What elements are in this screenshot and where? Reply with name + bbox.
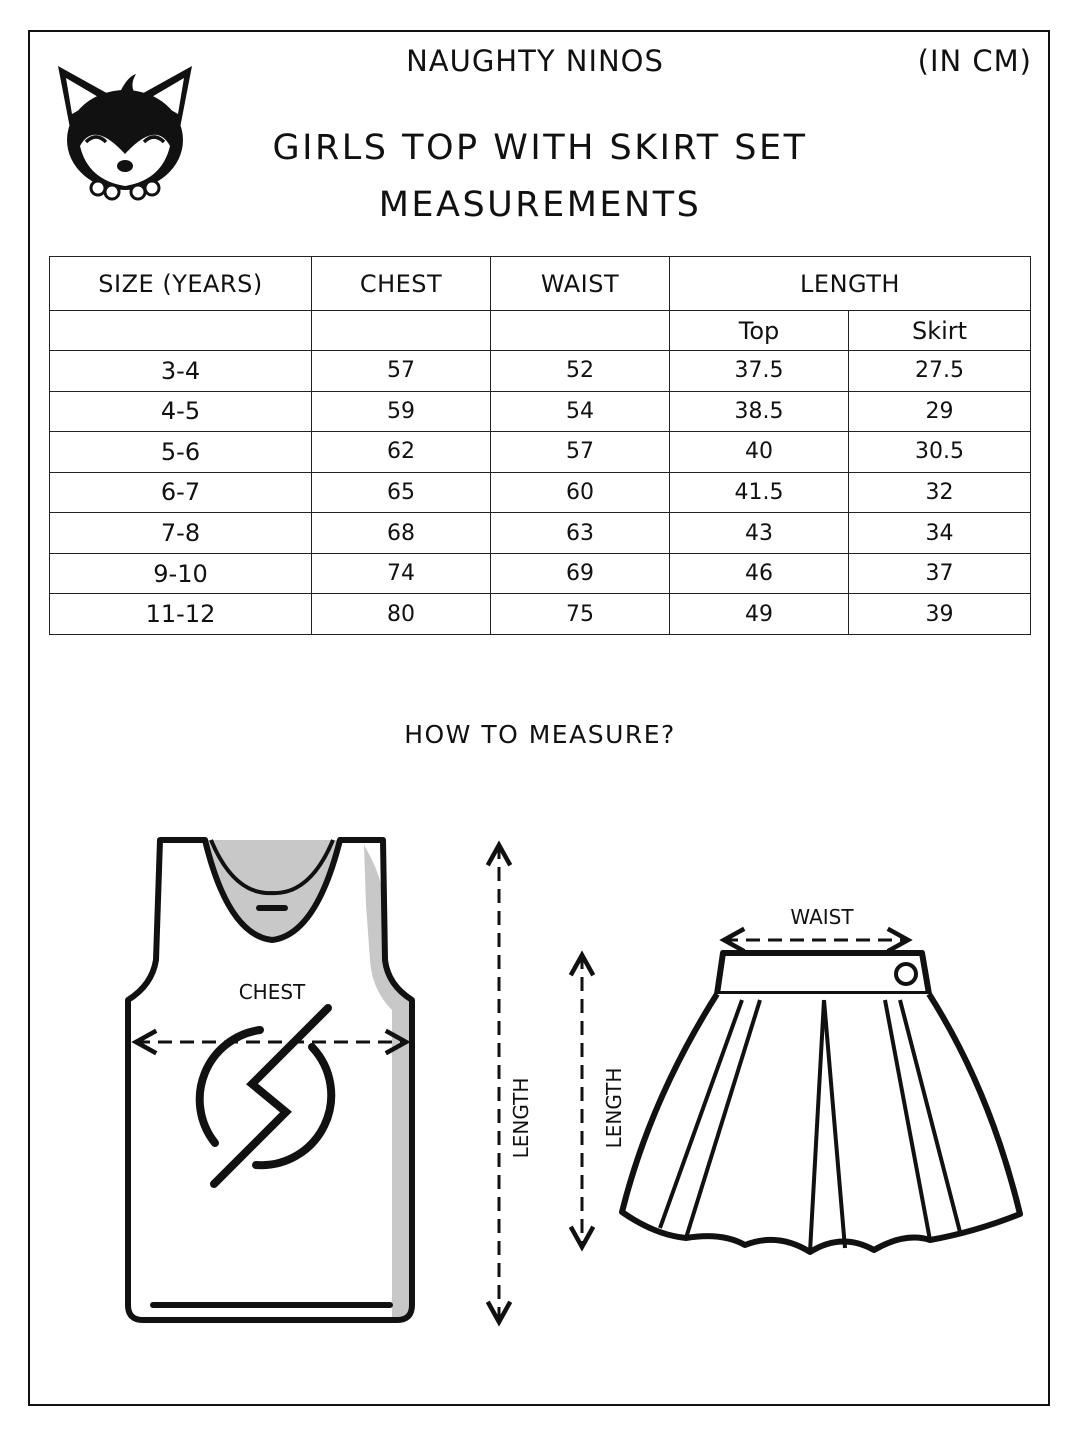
cell-waist: 60 [491,472,670,513]
how-to-measure-heading: HOW TO MEASURE? [404,720,676,749]
cell-size: 11-12 [50,594,312,635]
cell-size: 6-7 [50,472,312,513]
cell-top-length: 38.5 [670,391,849,432]
header-length: LENGTH [670,257,1031,311]
cell-size: 4-5 [50,391,312,432]
cell-size: 7-8 [50,513,312,554]
cell-top-length: 40 [670,432,849,473]
cell-top-length: 43 [670,513,849,554]
cell-top-length: 49 [670,594,849,635]
cell-chest: 74 [312,553,491,594]
cell-waist: 69 [491,553,670,594]
tank-top-illustration [128,840,412,1320]
cell-chest: 59 [312,391,491,432]
skirt-length-label: LENGTH [602,1067,626,1149]
header-chest: CHEST [312,257,491,311]
unit-label: (IN CM) [917,44,1032,78]
page-title: GIRLS TOP WITH SKIRT SET [272,128,808,168]
cell-chest: 57 [312,351,491,392]
chest-label: CHEST [238,980,306,1004]
header-waist: WAIST [491,257,670,311]
cell-skirt-length: 29 [849,391,1031,432]
cell-chest: 65 [312,472,491,513]
cell-skirt-length: 39 [849,594,1031,635]
cell-skirt-length: 27.5 [849,351,1031,392]
header-size: SIZE (YEARS) [50,257,312,311]
cell-top-length: 46 [670,553,849,594]
brand-name: NAUGHTY NINOS [406,44,664,78]
cell-skirt-length: 30.5 [849,432,1031,473]
cell-chest: 62 [312,432,491,473]
cell-skirt-length: 34 [849,513,1031,554]
cell-skirt-length: 32 [849,472,1031,513]
cell-top-length: 41.5 [670,472,849,513]
cell-top-length: 37.5 [670,351,849,392]
cell-waist: 75 [491,594,670,635]
subheader-skirt: Skirt [849,311,1031,351]
cell-waist: 54 [491,391,670,432]
cell-waist: 57 [491,432,670,473]
cell-size: 3-4 [50,351,312,392]
cell-chest: 68 [312,513,491,554]
cell-waist: 63 [491,513,670,554]
cell-skirt-length: 37 [849,553,1031,594]
cell-size: 9-10 [50,553,312,594]
cell-chest: 80 [312,594,491,635]
subheader-top: Top [670,311,849,351]
top-length-label: LENGTH [509,1077,533,1159]
skirt-illustration [622,953,1020,1252]
cell-waist: 52 [491,351,670,392]
page-subtitle: MEASUREMENTS [378,185,702,225]
cell-size: 5-6 [50,432,312,473]
waist-label: WAIST [790,905,854,929]
lightning-logo-icon [200,1008,332,1184]
